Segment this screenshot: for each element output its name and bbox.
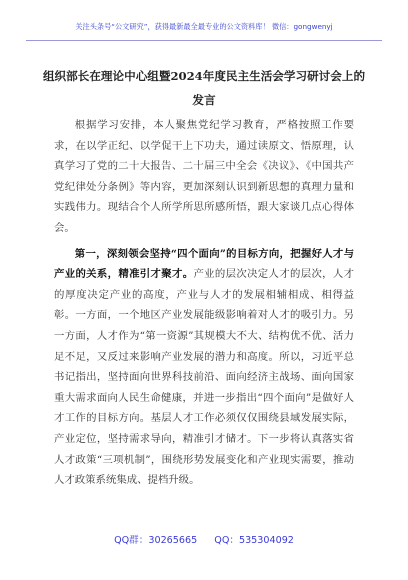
footer-contact xyxy=(0,532,408,546)
paragraph-intro xyxy=(54,115,354,239)
header-divider xyxy=(26,40,382,41)
paragraph-lead: 第一，深刻领会坚持“四个面向”的目标方向，把握好人才与产业的关系，精准引才聚才。 xyxy=(54,247,354,281)
paragraph-text: 产业的层次决定人才的层次，人才的厚度决定产业的高度，产业与人才的发展相辅相成、相得益彰。一方面，一个地区产业发展能级影响着对人才的吸引力。另一方面，人才作为“第一资源”其规模大不大、结构优不优、活力足不足，又反过来影响产业发展的潜力和高度。所以，习近平总书记指出，坚持面向世界科技前沿、面向经济主战场、面向国家重大需求面向人民生命健康，并进一步指出“四个面向”是做好人才工作的目标方向。基层人才工作必须仅仅围绕县域发展实际，产业定位，坚持需求导向，精准引才储才。下一步将认真落实省人才政策“三项机制”，围绕形势发展变化和产业现实需要，推动人才政策系统集成、提档升级。 xyxy=(54,268,355,487)
header-banner: 关注头条号“公文研究”，获得最新最全最专业的公文资料库！ 微信：gongwenyj xyxy=(75,22,333,31)
paragraph-text: 根据学习安排，本人聚焦党纪学习教育，严格按照工作要求，在以学正纪、以学促干上下功夫，通过读原文、悟原理，认真学习了党的二十大报告、二十届三中全会《决议》、《中国共产党纪律处分条例》等内容，更加深刻认识到新思想的真理力量和实践伟力。现结合个人所学所思所感所悟，跟大家谈几点心得体会。 xyxy=(54,119,354,234)
paragraph-point-one xyxy=(54,244,354,491)
document-body xyxy=(54,115,354,496)
footer-qq: QQ：535304092 xyxy=(214,535,294,546)
footer-qq-group: QQ群：30265665 xyxy=(114,535,198,546)
document-title: 组织部长在理论中心组暨2024年度民主生活会学习研讨会上的发言 xyxy=(42,69,366,107)
